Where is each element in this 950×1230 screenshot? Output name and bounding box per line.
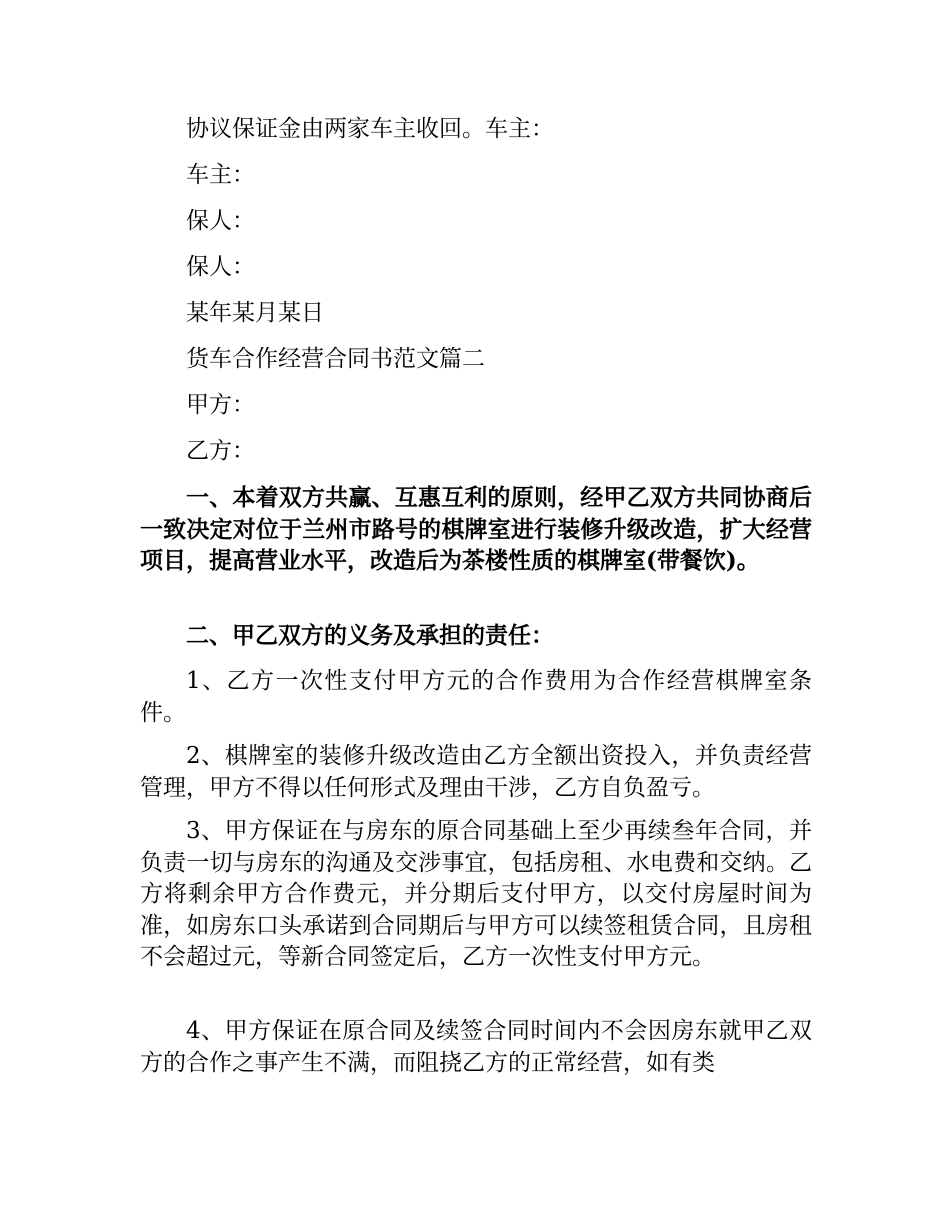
clause-1-paragraph: 1、乙方一次性支付甲方元的合作费用为合作经营棋牌室条件。 [140,668,812,726]
clause-2-paragraph: 2、棋牌室的装修升级改造由乙方全额出资投入，并负责经营管理，甲方不得以任何形式及理由干涉，乙方自负盈亏。 [140,743,812,801]
text-line: 协议保证金由两家车主收回。车主： [186,116,554,142]
text-line: 保人： [186,208,255,234]
document-heading: 货车合作经营合同书范文篇二 [186,346,485,372]
date-line: 某年某月某日 [186,300,324,326]
text-line: 车主： [186,162,255,188]
section-1-paragraph: 一、本着双方共赢、互惠互利的原则，经甲乙双方共同协商后一致决定对位于兰州市路号的棋牌室进行装修升级改造，扩大经营项目，提高营业水平，改造后为茶楼性质的棋牌室(带餐饮)。 [140,484,812,574]
clause-4-paragraph: 4、甲方保证在原合同及续签合同时间内不会因房东就甲乙双方的合作之事产生不满，而阻挠乙方的正常经营，如有类 [140,1018,812,1076]
section-2-title: 二、甲乙双方的义务及承担的责任： [186,622,554,649]
text-line: 保人： [186,254,255,280]
party-b-line: 乙方： [186,438,255,464]
party-a-line: 甲方： [186,392,255,418]
clause-3-paragraph: 3、甲方保证在与房东的原合同基础上至少再续叁年合同，并负责一切与房东的沟通及交涉事宜，包括房租、水电费和交纳。乙方将剩余甲方合作费元，并分期后支付甲方，以交付房屋时间为准，如房东口头承诺到合同期后与甲方可以续签租赁合同，且房租不会超过元，等新合同签定后，乙方一次性支付甲方元。 [140,818,812,970]
